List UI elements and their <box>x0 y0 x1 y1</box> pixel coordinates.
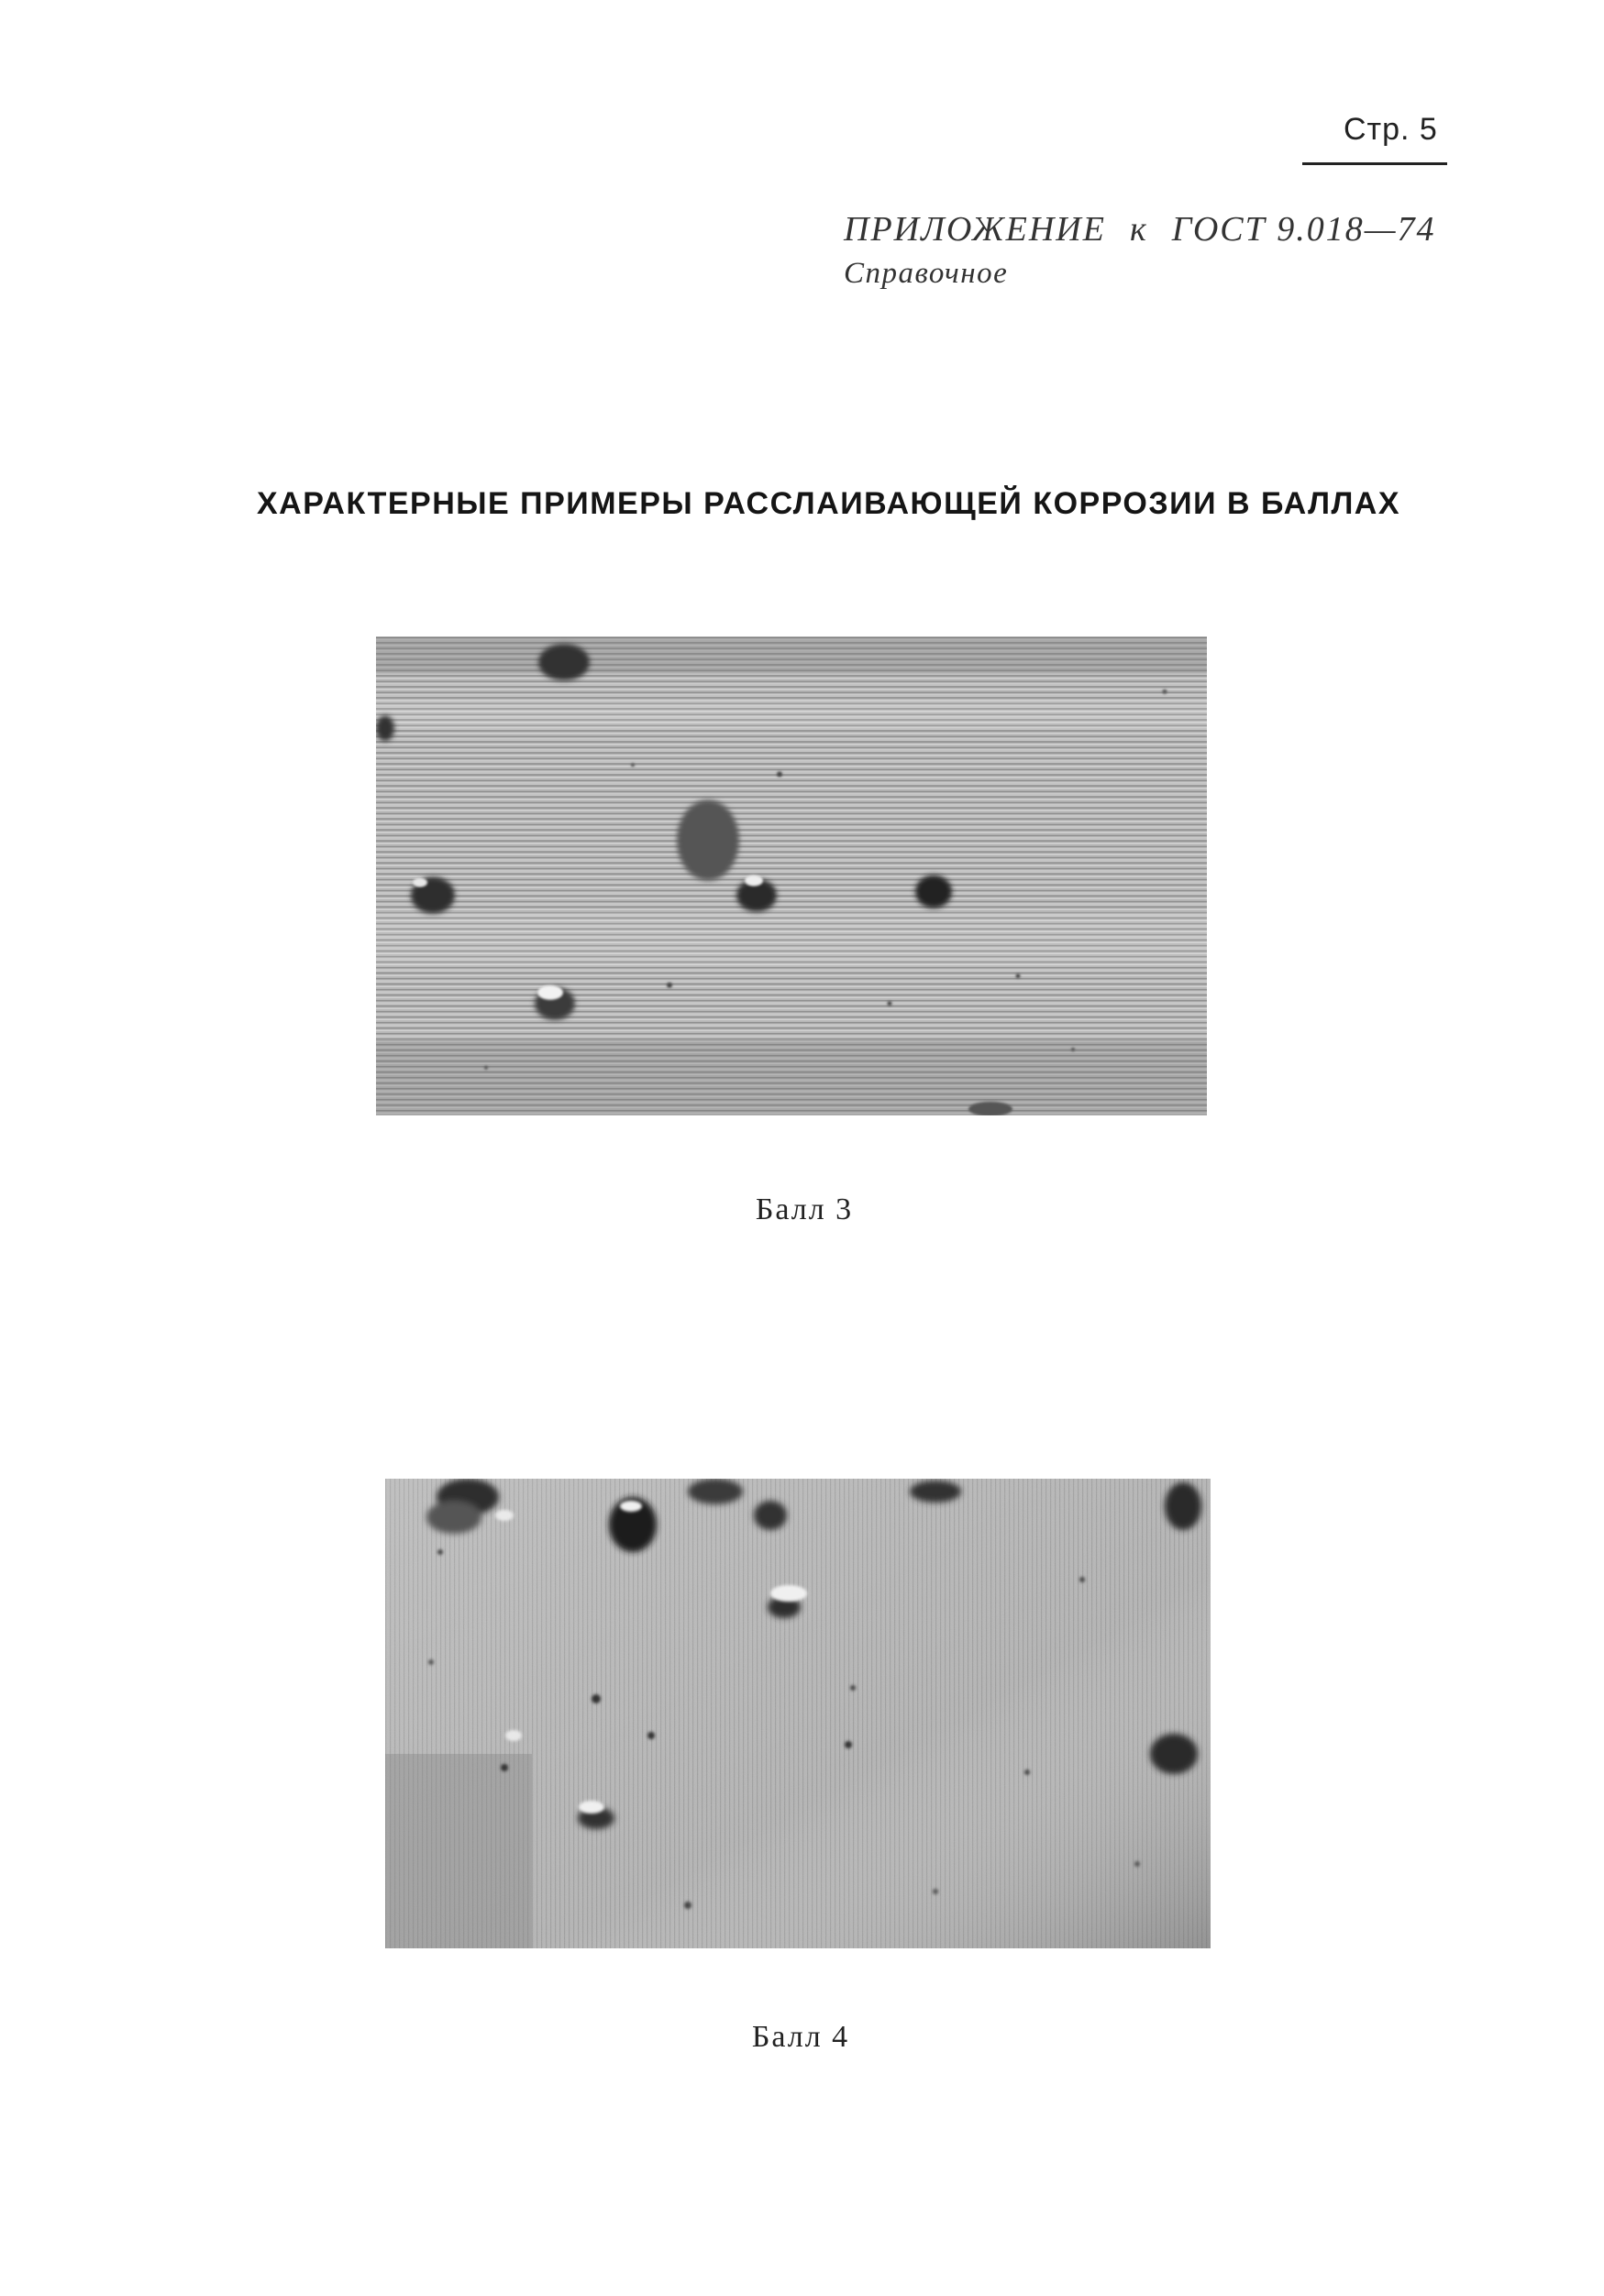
corrosion-photo-score-3 <box>376 637 1207 1115</box>
corrosion-photo-score-4 <box>385 1479 1211 1948</box>
standard-number: ГОСТ 9.018—74 <box>1171 210 1436 249</box>
figure-caption: Балл 4 <box>751 2020 850 2054</box>
page-number-underline <box>1302 162 1447 165</box>
appendix-label: ПРИЛОЖЕНИЕ <box>844 210 1106 249</box>
appendix-heading <box>844 209 1436 250</box>
appendix-preposition: к <box>1129 210 1148 249</box>
figure-caption: Балл 3 <box>755 1192 854 1226</box>
reference-note: Справочное <box>844 257 1009 290</box>
page-title: ХАРАКТЕРНЫЕ ПРИМЕРЫ РАССЛАИВАЮЩЕЙ КОРРОЗИИ В БАЛЛАХ <box>257 486 1401 521</box>
page-number: Стр. 5 <box>1344 112 1438 147</box>
